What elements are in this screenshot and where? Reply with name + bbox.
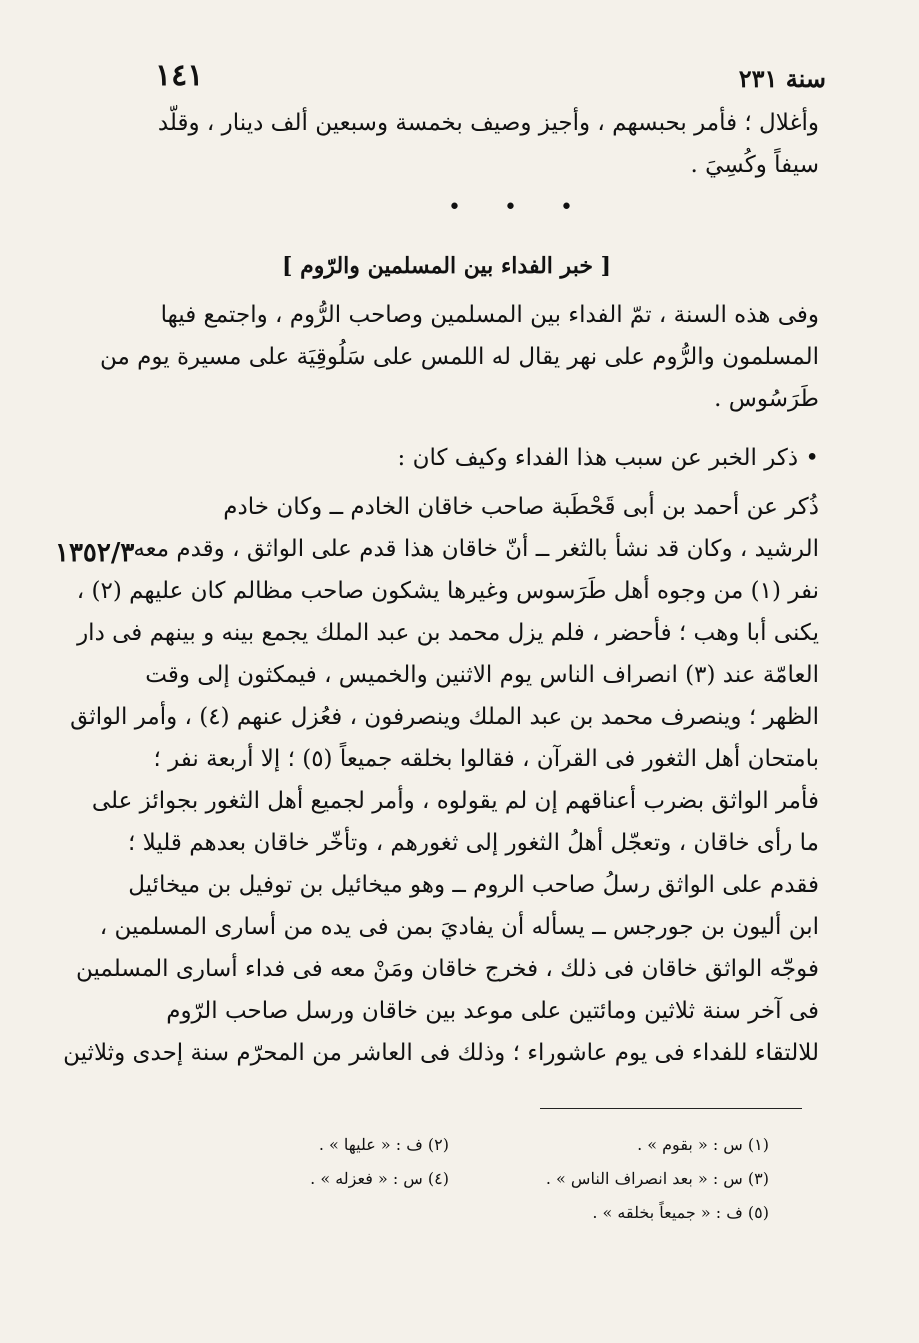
year-header: سنة ٢٣١ [738, 64, 826, 93]
text-line: العامّة عند (٣) انصراف الناس يوم الاثنين والخميس ، فيمكثون إلى وقت [145, 662, 819, 688]
text-line: يكنى أبا وهب ؛ فأحضر ، فلم يزل محمد بن عبد الملك يجمع بينه و بينهم فى دار [77, 620, 819, 646]
text-line: بامتحان أهل الثغور فى القرآن ، فقالوا بخلقه جميعاً (٥) ؛ إلا أربعة نفر ؛ [153, 746, 819, 772]
text-line: للالتقاء للفداء فى يوم عاشوراء ؛ وذلك فى العاشر من المحرّم سنة إحدى وثلاثين [63, 1040, 819, 1066]
text-line: نفر (١) من وجوه أهل طَرَسوس وغيرها يشكون صاحب مظالم كان عليهم (٢) ، [76, 578, 819, 604]
text-line: وأغلال ؛ فأمر بحبسهم ، وأجيز وصيف بخمسة وسبعين ألف دينار ، وقلّد [157, 110, 819, 136]
bullet-heading: • ذكر الخبر عن سبب هذا الفداء وكيف كان : [397, 445, 819, 471]
footnote: (١) س : « بقوم » . [637, 1135, 769, 1154]
text-line: طَرَسُوس . [714, 386, 819, 412]
text-line: ذُكر عن أحمد بن أبى قَحْطَبة صاحب خاقان الخادم ــ وكان خادم [223, 494, 819, 520]
footnote: (٤) س : « فعزله » . [310, 1169, 449, 1188]
text-line: فقدم على الواثق رسلُ صاحب الروم ــ وهو ميخائيل بن توفيل بن ميخائيل [128, 872, 819, 898]
footnote: (٢) ف : « عليها » . [318, 1135, 449, 1154]
text-line: فوجّه الواثق خاقان فى ذلك ، فخرج خاقان ومَنْ معه فى فداء أسارى المسلمين [75, 956, 819, 982]
footnote-divider [540, 1108, 802, 1109]
footnote: (٥) ف : « جميعاً بخلقه » . [592, 1203, 769, 1222]
margin-reference: ١٣٥٢/٣ [55, 538, 135, 568]
footnote [129, 1196, 449, 1230]
page-number: ١٤١ [155, 58, 204, 93]
text-line: الرشيد ، وكان قد نشأ بالثغر ــ أنّ خاقان هذا قدم على الواثق ، وقدم معه [133, 536, 819, 562]
text-line: فى آخر سنة ثلاثين ومائتين على موعد بين خاقان ورسل صاحب الرّوم [166, 998, 819, 1024]
section-separator: • • • [448, 195, 591, 220]
footnotes [129, 1128, 769, 1230]
footnote-row [129, 1128, 769, 1162]
text-line: ابن أليون بن جورجس ــ يسأله أن يفاديَ بمن فى يده من أسارى المسلمين ، [99, 914, 819, 940]
section-title: [ خبر الفداء بين المسلمين والرّوم ] [282, 253, 611, 279]
text-line: الظهر ؛ وينصرف محمد بن عبد الملك وينصرفون ، فعُزل عنهم (٤) ، وأمر الواثق [70, 704, 819, 730]
footnote: (٣) س : « بعد انصراف الناس » . [545, 1169, 769, 1188]
footnote-row [129, 1162, 769, 1196]
text-line: وفى هذه السنة ، تمّ الفداء بين المسلمين وصاحب الرُّوم ، واجتمع فيها [160, 302, 819, 328]
text-line: ما رأى خاقان ، وتعجّل أهلُ الثغور إلى ثغورهم ، وتأخّر خاقان بعدهم قليلا ؛ [128, 830, 819, 856]
intro-paragraph [149, 102, 819, 186]
text-line: سيفاً وكُسِيَ . [690, 152, 819, 178]
text-line: المسلمون والرُّوم على نهر يقال له اللمس على سَلُوقِيَة على مسيرة يوم من [99, 344, 819, 370]
text-line: فأمر الواثق بضرب أعناقهم إن لم يقولوه ، وأمر لجميع أهل الثغور بجوائز على [91, 788, 819, 814]
paragraph-ransom-year [99, 294, 819, 420]
footnote-row [129, 1196, 769, 1230]
